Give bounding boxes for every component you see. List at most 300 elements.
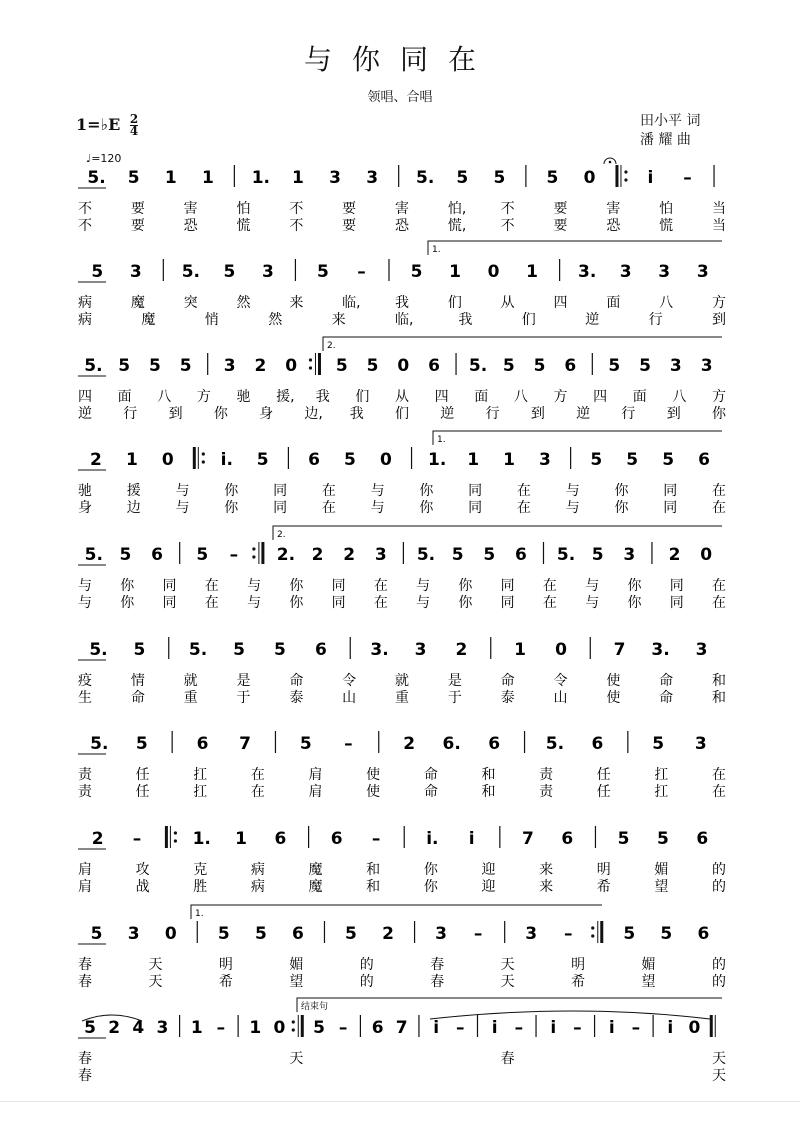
- repeat-dot: [252, 547, 255, 550]
- note: 1: [503, 450, 515, 470]
- note: –: [371, 829, 381, 849]
- volta-bracket: [428, 241, 722, 255]
- lyric-syllable: 明: [596, 862, 611, 878]
- lyric-syllable: 令: [553, 673, 568, 689]
- lyric-syllable: 在: [516, 500, 531, 516]
- lyric-syllable: 悄: [204, 312, 219, 328]
- lyric-syllable: 要: [342, 201, 357, 217]
- note: 3: [435, 924, 448, 944]
- lyric-syllable: 令: [342, 673, 357, 689]
- note: i.: [220, 450, 233, 470]
- note: 5.: [87, 168, 106, 188]
- note: 1: [249, 1018, 262, 1038]
- lyric-syllable: 面: [474, 389, 489, 405]
- lyric-syllable: 天: [289, 1051, 304, 1067]
- lyric-syllable: 在: [542, 595, 557, 611]
- note: 7: [395, 1018, 408, 1038]
- lyric-syllable: 要: [130, 201, 145, 217]
- repeat-dot: [292, 1028, 295, 1031]
- note: 1.: [251, 168, 271, 188]
- volta-label: 1.: [432, 245, 441, 255]
- lyric-syllable: 肩: [308, 784, 323, 800]
- volta-label: 1.: [195, 909, 204, 919]
- note: 5: [451, 545, 464, 565]
- lyric-syllable: 你: [224, 483, 239, 499]
- lyric-syllable: 不: [500, 218, 515, 234]
- lyric-syllable: 同: [669, 595, 684, 611]
- note: 2: [108, 1018, 121, 1038]
- note: 3: [127, 924, 140, 944]
- lyric-syllable: 同: [500, 578, 515, 594]
- lyric-syllable: 在: [373, 595, 388, 611]
- lyric-syllable: 方: [712, 295, 726, 311]
- lyric-syllable: 八: [659, 295, 674, 311]
- volta-label: 2.: [327, 341, 336, 351]
- lyric-syllable: 怕,: [447, 201, 467, 217]
- lyric-syllable: 任: [596, 784, 611, 800]
- lyric-syllable: 我: [458, 312, 473, 328]
- note: 3: [539, 450, 551, 470]
- note: 1.: [428, 450, 447, 470]
- lyric-syllable: 我: [395, 295, 409, 311]
- note: 5.: [468, 356, 488, 376]
- note: 6.: [442, 734, 461, 754]
- lyric-syllable: 同: [273, 500, 288, 516]
- lyric-syllable: 扛: [654, 767, 669, 783]
- repeat-dot: [309, 366, 312, 369]
- lyric-syllable: 恐: [395, 218, 409, 234]
- lyric-syllable: 命: [659, 690, 674, 706]
- lyric-syllable: 使: [366, 767, 381, 783]
- note: 1.: [192, 829, 211, 849]
- lyric-syllable: 天: [712, 1051, 726, 1067]
- note: 5: [366, 356, 379, 376]
- lyric-syllable: 春: [78, 957, 92, 973]
- lyric-syllable: 要: [553, 218, 568, 234]
- note: 2: [668, 545, 681, 565]
- lyric-syllable: 在: [712, 500, 726, 516]
- lyric-syllable: 八: [157, 389, 172, 405]
- note: 5: [196, 545, 209, 565]
- note: 2: [254, 356, 267, 376]
- note: 5: [233, 640, 245, 660]
- lyric-syllable: 和: [366, 862, 381, 878]
- repeat-dot: [174, 831, 177, 834]
- lyric-syllable: 逆: [440, 406, 455, 422]
- lyric-syllable: 于: [447, 690, 462, 706]
- lyric-syllable: 到: [666, 406, 681, 422]
- note: 5: [639, 356, 651, 376]
- note: 5.: [416, 545, 436, 565]
- lyric-syllable: 的: [712, 974, 726, 990]
- lyricist-credit: 田小平 词: [640, 113, 701, 129]
- lyric-syllable: 面: [117, 389, 132, 405]
- note: 5.: [188, 640, 208, 660]
- lyric-syllable: 在: [204, 578, 219, 594]
- note: 3: [694, 734, 707, 754]
- lyric-syllable: 魔: [308, 862, 323, 878]
- note: 6: [591, 734, 604, 754]
- lyric-syllable: 重: [395, 690, 409, 706]
- lyric-syllable: 病: [78, 312, 92, 328]
- lyric-syllable: 与: [565, 500, 580, 516]
- note: 5: [626, 450, 639, 470]
- lyric-syllable: 害: [395, 201, 409, 217]
- note: 1: [125, 450, 138, 470]
- note: 5: [274, 640, 286, 660]
- lyric-syllable: 你: [423, 862, 438, 878]
- lyric-syllable: 行: [648, 312, 663, 328]
- lyric-syllable: 与: [78, 595, 92, 611]
- note: 5: [662, 450, 675, 470]
- lyric-syllable: 在: [712, 767, 726, 783]
- lyric-syllable: 你: [627, 578, 642, 594]
- lyric-syllable: 你: [289, 578, 304, 594]
- lyric-syllable: 肩: [308, 767, 323, 783]
- note: 5: [483, 545, 496, 565]
- lyric-syllable: 八: [672, 389, 687, 405]
- lyric-syllable: 魔: [308, 879, 323, 895]
- note: 6: [698, 450, 710, 470]
- lyric-syllable: 任: [135, 767, 150, 783]
- note: 3: [700, 356, 713, 376]
- lyric-syllable: 天: [148, 974, 163, 990]
- lyric-syllable: 病: [78, 295, 92, 311]
- lyric-syllable: 疫: [78, 673, 92, 689]
- lyric-syllable: 是: [236, 673, 251, 689]
- note: 0: [397, 356, 410, 376]
- lyric-syllable: 希: [218, 974, 233, 990]
- lyric-syllable: 媚: [289, 957, 304, 973]
- note: –: [631, 1018, 641, 1038]
- lyric-syllable: 你: [458, 578, 473, 594]
- lyric-syllable: 在: [712, 784, 726, 800]
- note: 5: [591, 545, 604, 565]
- volta-label: 2.: [277, 530, 286, 540]
- lyric-syllable: 同: [162, 578, 177, 594]
- lyric-syllable: 逆: [585, 312, 600, 328]
- composer-credit: 潘 耀 曲: [640, 132, 691, 148]
- note: 1: [235, 829, 248, 849]
- lyric-syllable: 同: [468, 500, 483, 516]
- lyric-syllable: 四: [78, 389, 92, 405]
- lyric-syllable: 临,: [395, 312, 414, 328]
- lyric-syllable: 山: [342, 690, 357, 706]
- note: 5.: [416, 168, 435, 188]
- lyric-syllable: 你: [712, 406, 726, 422]
- note: 3: [623, 545, 636, 565]
- lyric-syllable: 不: [289, 218, 304, 234]
- lyric-syllable: 就: [395, 673, 409, 689]
- note: 3: [525, 924, 538, 944]
- lyric-syllable: 春: [430, 974, 445, 990]
- note: 1: [201, 168, 214, 188]
- lyric-syllable: 来: [539, 879, 554, 895]
- repeat-dot: [292, 1020, 295, 1023]
- lyric-syllable: 胜: [193, 879, 208, 895]
- lyric-syllable: 害: [606, 201, 621, 217]
- time-sig-top: 2: [129, 112, 139, 126]
- lyric-syllable: 临,: [342, 295, 361, 311]
- lyric-syllable: 同: [663, 500, 678, 516]
- lyric-syllable: 希: [596, 879, 611, 895]
- note: 0: [700, 545, 713, 565]
- page-bottom-rule: [0, 1101, 800, 1102]
- note: 3.: [651, 640, 670, 660]
- lyric-syllable: 就: [183, 673, 198, 689]
- lyric-syllable: 责: [78, 784, 92, 800]
- note: 3: [414, 640, 427, 660]
- lyric-syllable: 是: [447, 673, 462, 689]
- note: i: [491, 1018, 498, 1038]
- lyric-syllable: 驰: [236, 389, 251, 405]
- lyric-syllable: 明: [571, 957, 586, 973]
- note: 0: [555, 640, 567, 660]
- note: 5: [317, 262, 329, 282]
- lyric-syllable: 在: [373, 578, 388, 594]
- lyric-syllable: 你: [419, 483, 434, 499]
- note: 5.: [84, 545, 103, 565]
- lyric-syllable: 泰: [289, 690, 304, 706]
- lyric-syllable: 天: [712, 1068, 726, 1084]
- note: 0: [379, 450, 392, 470]
- lyric-syllable: 春: [430, 957, 445, 973]
- lyric-syllable: 然: [236, 295, 251, 311]
- lyric-syllable: 春: [78, 974, 92, 990]
- lyric-syllable: 命: [500, 673, 515, 689]
- lyric-syllable: 天: [500, 957, 515, 973]
- lyric-syllable: 从: [500, 295, 515, 311]
- note: 0: [285, 356, 298, 376]
- note: 1: [449, 262, 461, 282]
- note: 5: [84, 1018, 96, 1038]
- lyric-syllable: 希: [571, 974, 586, 990]
- lyric-syllable: 在: [712, 578, 726, 594]
- lyric-syllable: 肩: [78, 862, 92, 878]
- lyric-syllable: 行: [621, 406, 636, 422]
- note: 6: [315, 640, 327, 660]
- lyric-syllable: 重: [183, 690, 198, 706]
- note: 5: [256, 450, 269, 470]
- note: 7: [522, 829, 534, 849]
- lyric-syllable: 在: [321, 500, 336, 516]
- lyric-syllable: 扛: [654, 784, 669, 800]
- lyric-syllable: 面: [606, 295, 621, 311]
- note: 5: [91, 262, 104, 282]
- note: 3.: [577, 262, 597, 282]
- note: 3: [374, 545, 387, 565]
- note: 0: [161, 450, 174, 470]
- note: –: [132, 829, 142, 849]
- volta-bracket: [297, 998, 722, 1012]
- note: 5: [456, 168, 469, 188]
- lyric-syllable: 在: [250, 784, 265, 800]
- note: 5: [608, 356, 621, 376]
- note: 5.: [181, 262, 200, 282]
- note: 5.: [84, 356, 103, 376]
- lyric-syllable: 要: [342, 218, 357, 234]
- lyric-syllable: 当: [712, 201, 726, 217]
- lyric-syllable: 与: [78, 578, 92, 594]
- note: 5: [590, 450, 603, 470]
- volta-bracket: [433, 431, 722, 445]
- performance-note: 领唱、合唱: [367, 90, 433, 105]
- lyric-syllable: 不: [289, 201, 304, 217]
- lyric-syllable: 在: [204, 595, 219, 611]
- lyric-syllable: 责: [78, 767, 92, 783]
- note: i: [468, 829, 475, 849]
- lyric-syllable: 的: [712, 957, 726, 973]
- lyric-syllable: 你: [614, 500, 629, 516]
- lyric-syllable: 在: [712, 483, 726, 499]
- note: 3: [329, 168, 341, 188]
- lyric-syllable: 你: [213, 406, 228, 422]
- note: 6: [371, 1018, 384, 1038]
- lyric-syllable: 和: [481, 784, 496, 800]
- note: 1: [467, 450, 480, 470]
- lyric-syllable: 要: [553, 201, 568, 217]
- lyric-syllable: 责: [539, 784, 554, 800]
- note: 5.: [545, 734, 565, 754]
- lyric-syllable: 援: [126, 483, 141, 499]
- note: 3: [658, 262, 671, 282]
- note: 1: [292, 168, 304, 188]
- note: 6: [697, 924, 710, 944]
- key-label: 1=♭E: [76, 115, 121, 134]
- tempo-marking: ♩=120: [86, 152, 122, 165]
- lyric-syllable: 与: [175, 483, 190, 499]
- lyric-syllable: 到: [168, 406, 183, 422]
- note: 5: [344, 450, 356, 470]
- note: 0: [688, 1018, 701, 1038]
- note: i: [433, 1018, 440, 1038]
- lyric-syllable: 在: [250, 767, 265, 783]
- lyric-syllable: 同: [331, 578, 346, 594]
- note: 5: [410, 262, 423, 282]
- lyric-syllable: 恐: [606, 218, 621, 234]
- note: –: [564, 924, 573, 944]
- lyric-syllable: 四: [593, 389, 608, 405]
- note: 1: [190, 1018, 203, 1038]
- lyric-syllable: 边: [126, 500, 141, 516]
- lyric-syllable: 与: [585, 578, 600, 594]
- note: 5: [118, 356, 131, 376]
- lyric-syllable: 病: [250, 879, 265, 895]
- note: –: [514, 1018, 524, 1038]
- note: 3.: [370, 640, 389, 660]
- note: 5: [119, 545, 132, 565]
- repeat-dot: [202, 460, 205, 463]
- note: 5: [90, 924, 103, 944]
- note: 5.: [90, 734, 109, 754]
- lyric-syllable: 的: [712, 862, 726, 878]
- note: 5: [217, 924, 230, 944]
- lyric-syllable: 情: [130, 673, 145, 689]
- note: 6: [196, 734, 209, 754]
- lyric-syllable: 方: [712, 389, 726, 405]
- lyric-syllable: 于: [236, 690, 251, 706]
- lyric-syllable: 不: [78, 201, 92, 217]
- lyric-syllable: 然: [268, 312, 283, 328]
- note: –: [338, 1018, 348, 1038]
- lyric-syllable: 逆: [576, 406, 591, 422]
- note: 5: [502, 356, 515, 376]
- lyric-syllable: 不: [500, 201, 515, 217]
- lyric-syllable: 的: [359, 974, 374, 990]
- repeat-dot: [591, 934, 594, 937]
- repeat-dot: [309, 358, 312, 361]
- lyric-syllable: 突: [183, 295, 198, 311]
- lyric-syllable: 望: [641, 974, 656, 990]
- note: 5: [660, 924, 673, 944]
- note: 6: [274, 829, 287, 849]
- lyric-syllable: 攻: [135, 862, 150, 878]
- lyric-syllable: 你: [423, 879, 438, 895]
- note: 5.: [89, 640, 108, 660]
- lyric-syllable: 望: [289, 974, 304, 990]
- note: 6: [514, 545, 527, 565]
- repeat-dot: [624, 178, 627, 181]
- volta-bracket: [273, 526, 722, 540]
- note: 6: [696, 829, 709, 849]
- note: 6: [488, 734, 501, 754]
- note: 6: [564, 356, 577, 376]
- lyric-syllable: 恐: [183, 218, 198, 234]
- note: 3: [366, 168, 379, 188]
- note: 5: [179, 356, 192, 376]
- note: 6: [330, 829, 343, 849]
- note: 3: [619, 262, 632, 282]
- lyric-syllable: 逆: [78, 406, 92, 422]
- lyric-syllable: 与: [247, 578, 262, 594]
- lyric-syllable: 迎: [481, 879, 496, 895]
- repeat-dot: [591, 926, 594, 929]
- lyric-syllable: 春: [78, 1051, 92, 1067]
- lyric-syllable: 你: [224, 500, 239, 516]
- note: –: [357, 262, 366, 282]
- lyric-syllable: 们: [355, 389, 370, 405]
- note: –: [456, 1018, 465, 1038]
- note: 5.: [556, 545, 576, 565]
- lyric-syllable: 与: [175, 500, 190, 516]
- lyric-syllable: 到: [712, 312, 726, 328]
- note: 5: [546, 168, 559, 188]
- repeat-dot: [202, 452, 205, 455]
- lyric-syllable: 山: [553, 690, 568, 706]
- lyric-syllable: 不: [78, 218, 92, 234]
- lyric-syllable: 魔: [141, 312, 156, 328]
- lyric-syllable: 命: [423, 784, 438, 800]
- fermata-dot: [609, 161, 612, 164]
- note: –: [473, 924, 483, 944]
- lyric-syllable: 援,: [276, 389, 295, 405]
- volta-label: 结束句: [301, 1002, 329, 1012]
- note: 5: [254, 924, 267, 944]
- lyric-syllable: 怕: [659, 201, 674, 217]
- note: 5: [335, 356, 348, 376]
- lyric-syllable: 你: [120, 595, 135, 611]
- note: –: [216, 1018, 226, 1038]
- lyric-syllable: 来: [539, 862, 554, 878]
- lyric-syllable: 与: [370, 483, 385, 499]
- note: i: [667, 1018, 674, 1038]
- volta-bracket: [191, 905, 602, 919]
- note: 2: [311, 545, 324, 565]
- lyric-syllable: 使: [606, 673, 621, 689]
- lyric-syllable: 在: [542, 578, 557, 594]
- note: 4: [132, 1018, 145, 1038]
- lyric-syllable: 到: [530, 406, 545, 422]
